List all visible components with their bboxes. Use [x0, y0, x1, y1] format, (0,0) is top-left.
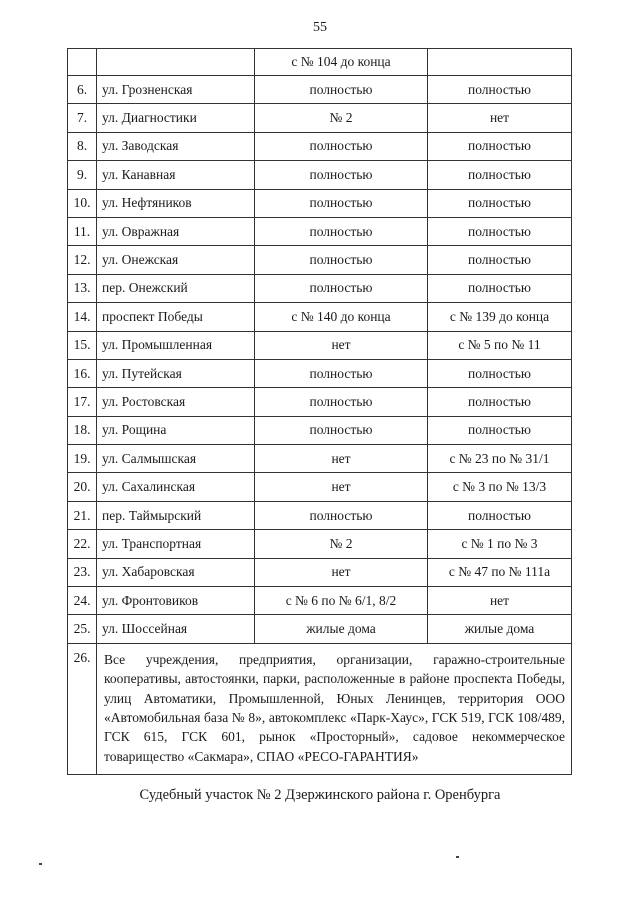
- coverage-column-2: полностью: [428, 246, 572, 274]
- row-number: 10.: [68, 189, 97, 217]
- coverage-column-1: полностью: [255, 388, 428, 416]
- table-row: [68, 161, 572, 189]
- row-number: 14.: [68, 303, 97, 331]
- table-row: [68, 49, 572, 76]
- street-name: ул. Путейская: [97, 359, 255, 387]
- coverage-column-1: полностью: [255, 76, 428, 104]
- coverage-column-2: жилые дома: [428, 615, 572, 643]
- row-number: 21.: [68, 501, 97, 529]
- table-row: [68, 388, 572, 416]
- street-name: ул. Хабаровская: [97, 558, 255, 586]
- table-row: [68, 501, 572, 529]
- street-name: ул. Сахалинская: [97, 473, 255, 501]
- row-number: 12.: [68, 246, 97, 274]
- table-row: [68, 615, 572, 643]
- street-name: ул. Канавная: [97, 161, 255, 189]
- coverage-column-1: нет: [255, 473, 428, 501]
- street-name: ул. Онежская: [97, 246, 255, 274]
- coverage-column-1: нет: [255, 558, 428, 586]
- table-row: [68, 303, 572, 331]
- scan-speck: [456, 856, 459, 858]
- coverage-column-2: полностью: [428, 217, 572, 245]
- coverage-column-1: № 2: [255, 530, 428, 558]
- table-row: [68, 643, 572, 774]
- coverage-column-1: с № 140 до конца: [255, 303, 428, 331]
- coverage-column-2: нет: [428, 104, 572, 132]
- row-number: [68, 49, 97, 76]
- coverage-column-1: с № 104 до конца: [255, 49, 428, 76]
- row-number: 16.: [68, 359, 97, 387]
- coverage-column-1: с № 6 по № 6/1, 8/2: [255, 587, 428, 615]
- row-number: 26.: [68, 643, 97, 774]
- coverage-column-1: полностью: [255, 246, 428, 274]
- row-number: 23.: [68, 558, 97, 586]
- coverage-column-2: с № 47 по № 111а: [428, 558, 572, 586]
- street-name: ул. Салмышская: [97, 445, 255, 473]
- table-row: [68, 558, 572, 586]
- coverage-column-1: № 2: [255, 104, 428, 132]
- street-name: ул. Рощина: [97, 416, 255, 444]
- coverage-column-1: полностью: [255, 501, 428, 529]
- street-name: ул. Овражная: [97, 217, 255, 245]
- row-number: 18.: [68, 416, 97, 444]
- table-row: [68, 217, 572, 245]
- court-district-caption: Судебный участок № 2 Дзержинского района г. Оренбурга: [139, 787, 501, 803]
- coverage-column-1: полностью: [255, 161, 428, 189]
- table-row: [68, 76, 572, 104]
- district-streets-table: [67, 48, 572, 775]
- coverage-column-2: полностью: [428, 359, 572, 387]
- coverage-column-1: полностью: [255, 274, 428, 302]
- coverage-column-1: полностью: [255, 416, 428, 444]
- row-number: 9.: [68, 161, 97, 189]
- table-row: [68, 189, 572, 217]
- street-name: ул. Грозненская: [97, 76, 255, 104]
- row-number: 20.: [68, 473, 97, 501]
- table-row: [68, 416, 572, 444]
- coverage-column-2: с № 5 по № 11: [428, 331, 572, 359]
- row-number: 24.: [68, 587, 97, 615]
- coverage-column-2: с № 3 по № 13/3: [428, 473, 572, 501]
- row-number: 22.: [68, 530, 97, 558]
- street-name: ул. Фронтовиков: [97, 587, 255, 615]
- row-number: 8.: [68, 132, 97, 160]
- coverage-column-1: нет: [255, 331, 428, 359]
- table-row: [68, 274, 572, 302]
- table-row: [68, 132, 572, 160]
- table-row: [68, 331, 572, 359]
- row-number: 17.: [68, 388, 97, 416]
- coverage-column-2: полностью: [428, 274, 572, 302]
- coverage-column-1: полностью: [255, 217, 428, 245]
- row-number: 15.: [68, 331, 97, 359]
- coverage-column-2: полностью: [428, 76, 572, 104]
- street-name: ул. Нефтяников: [97, 189, 255, 217]
- coverage-column-2: полностью: [428, 388, 572, 416]
- row-number: 7.: [68, 104, 97, 132]
- table-row: [68, 473, 572, 501]
- table-row: [68, 104, 572, 132]
- coverage-column-1: полностью: [255, 359, 428, 387]
- street-name: ул. Диагностики: [97, 104, 255, 132]
- coverage-column-2: с № 139 до конца: [428, 303, 572, 331]
- district-streets-table-container: [67, 48, 572, 775]
- table-row: [68, 445, 572, 473]
- coverage-column-2: полностью: [428, 132, 572, 160]
- street-name: пер. Онежский: [97, 274, 255, 302]
- table-row: [68, 246, 572, 274]
- coverage-column-2: с № 23 по № 31/1: [428, 445, 572, 473]
- coverage-column-1: полностью: [255, 189, 428, 217]
- page-number: 55: [313, 20, 327, 35]
- coverage-column-1: полностью: [255, 132, 428, 160]
- street-name: ул. Заводская: [97, 132, 255, 160]
- street-name: проспект Победы: [97, 303, 255, 331]
- table-row: [68, 359, 572, 387]
- street-name: ул. Ростовская: [97, 388, 255, 416]
- street-name: ул. Шоссейная: [97, 615, 255, 643]
- row-number: 11.: [68, 217, 97, 245]
- coverage-column-2: полностью: [428, 501, 572, 529]
- table-body: [68, 49, 572, 775]
- row-number: 25.: [68, 615, 97, 643]
- street-name: ул. Транспортная: [97, 530, 255, 558]
- coverage-column-2: полностью: [428, 161, 572, 189]
- street-name: пер. Таймырский: [97, 501, 255, 529]
- table-row: [68, 587, 572, 615]
- coverage-column-1: нет: [255, 445, 428, 473]
- coverage-column-2: полностью: [428, 189, 572, 217]
- table-row: [68, 530, 572, 558]
- row-number: 6.: [68, 76, 97, 104]
- row-number: 13.: [68, 274, 97, 302]
- row-number: 19.: [68, 445, 97, 473]
- organizations-description: Все учреждения, предприятия, организации, гаражно-строительные кооперативы, автостоянки, парки, расположенные в районе проспекта Победы, улиц Автоматики, Промышленной, Юных Ленинцев, территория ООО «Автомобильная база № 8», автокомплекс «Парк-Хаус», ГСК 519, ГСК 108/489, ГСК 615, ГСК 601, рынок «Просторный», садовое некоммерческое товарищество «Сакмара», СПАО «РЕСО-ГАРАНТИЯ»: [97, 643, 572, 774]
- coverage-column-2: нет: [428, 587, 572, 615]
- coverage-column-2: полностью: [428, 416, 572, 444]
- street-name: ул. Промышленная: [97, 331, 255, 359]
- street-name: [97, 49, 255, 76]
- coverage-column-2: с № 1 по № 3: [428, 530, 572, 558]
- coverage-column-1: жилые дома: [255, 615, 428, 643]
- scan-speck: [39, 863, 42, 865]
- coverage-column-2: [428, 49, 572, 76]
